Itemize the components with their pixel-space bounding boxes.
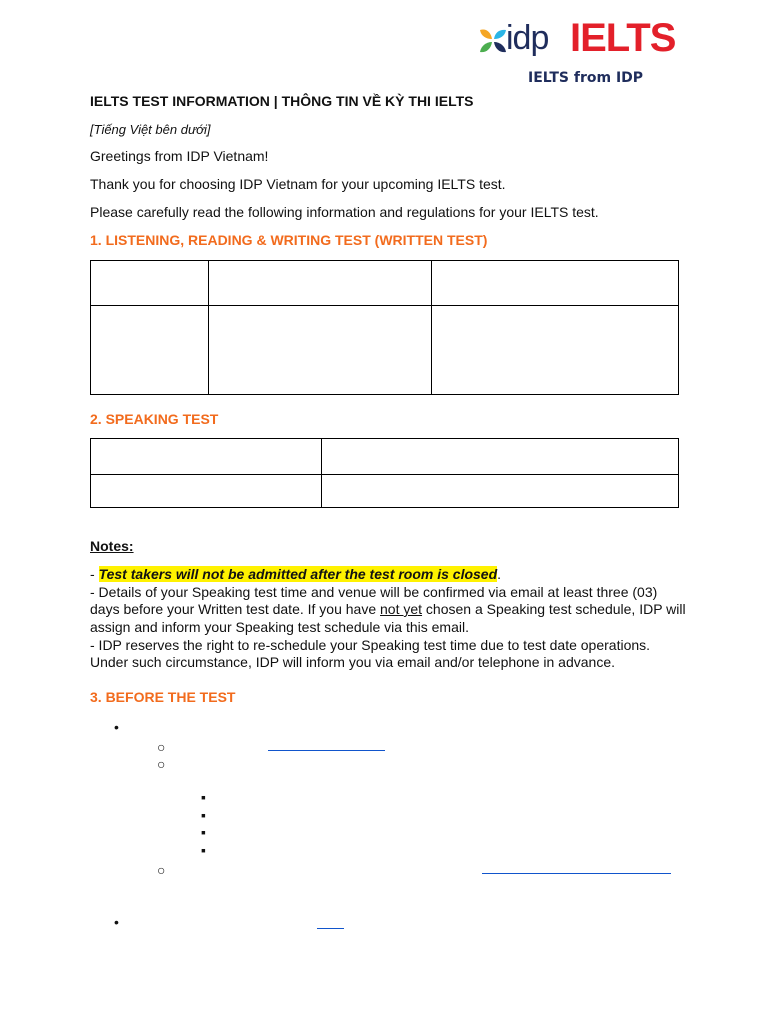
- table-row: [91, 439, 679, 475]
- hyperlink-underline[interactable]: [482, 873, 671, 874]
- hyperlink-underline[interactable]: [268, 750, 385, 751]
- ielts-idp-logo: [476, 16, 676, 92]
- notes-line-3-b: chosen a Speaking test schedule, IDP will: [422, 601, 686, 617]
- circle-bullet: ○: [157, 739, 166, 755]
- circle-bullet: ○: [157, 756, 166, 772]
- greeting-text: Greetings from IDP Vietnam!: [90, 148, 269, 164]
- table-cell: [91, 261, 209, 306]
- read-info-text: Please carefully read the following information and regulations for your IELTS test.: [90, 204, 599, 220]
- admission-warning: Test takers will not be admitted after the test room is closed: [98, 566, 498, 582]
- hyperlink-underline[interactable]: [317, 928, 344, 929]
- section-2-heading: 2. SPEAKING TEST: [90, 411, 219, 427]
- document-title: IELTS TEST INFORMATION | THÔNG TIN VỀ KỲ THI IELTS: [90, 93, 474, 109]
- table-cell: [91, 306, 209, 395]
- section-1-heading: 1. LISTENING, READING & WRITING TEST (WRITTEN TEST): [90, 232, 488, 248]
- square-bullet: ▪: [201, 842, 206, 858]
- not-yet-emphasis: not yet: [380, 601, 423, 617]
- notes-line-3: [90, 601, 686, 618]
- notes-label: Notes:: [90, 538, 134, 554]
- table-row: [91, 306, 679, 395]
- notes-line-1: [90, 566, 501, 583]
- table-cell: [432, 306, 679, 395]
- table-cell: [432, 261, 679, 306]
- thanks-text: Thank you for choosing IDP Vietnam for your upcoming IELTS test.: [90, 176, 506, 192]
- ielts-wordmark: IELTS: [570, 16, 676, 60]
- table-row: [91, 261, 679, 306]
- table-cell: [209, 306, 432, 395]
- table-cell: [322, 439, 679, 475]
- idp-wordmark: idp: [506, 19, 549, 57]
- notes-line-3-a: days before your Written test date. If you have: [90, 601, 381, 617]
- table-cell: [209, 261, 432, 306]
- section-3-heading: 3. BEFORE THE TEST: [90, 689, 236, 705]
- speaking-test-table: [90, 438, 679, 508]
- square-bullet: ▪: [201, 824, 206, 840]
- written-test-table: [90, 260, 679, 395]
- notes-line-6: Under such circumstance, IDP will inform you via email and/or telephone in advance.: [90, 654, 615, 670]
- disc-bullet: •: [114, 914, 119, 930]
- idp-logo-icon: [476, 24, 510, 58]
- notes-line-2: - Details of your Speaking test time and venue will be confirmed via email at least three (03): [90, 584, 658, 600]
- vietnamese-note: [Tiếng Việt bên dưới]: [90, 122, 211, 137]
- circle-bullet: ○: [157, 862, 166, 878]
- table-cell: [91, 439, 322, 475]
- table-cell: [322, 475, 679, 508]
- notes-line-4: assign and inform your Speaking test schedule via this email.: [90, 619, 469, 635]
- notes-dash: -: [90, 566, 99, 582]
- notes-line-5: - IDP reserves the right to re-schedule your Speaking test time due to test date operations.: [90, 637, 651, 653]
- ielts-tagline: IELTS from IDP: [528, 70, 644, 86]
- notes-period: .: [497, 566, 502, 582]
- disc-bullet: •: [114, 719, 119, 735]
- square-bullet: ▪: [201, 789, 206, 805]
- table-cell: [91, 475, 322, 508]
- table-row: [91, 475, 679, 508]
- square-bullet: ▪: [201, 807, 206, 823]
